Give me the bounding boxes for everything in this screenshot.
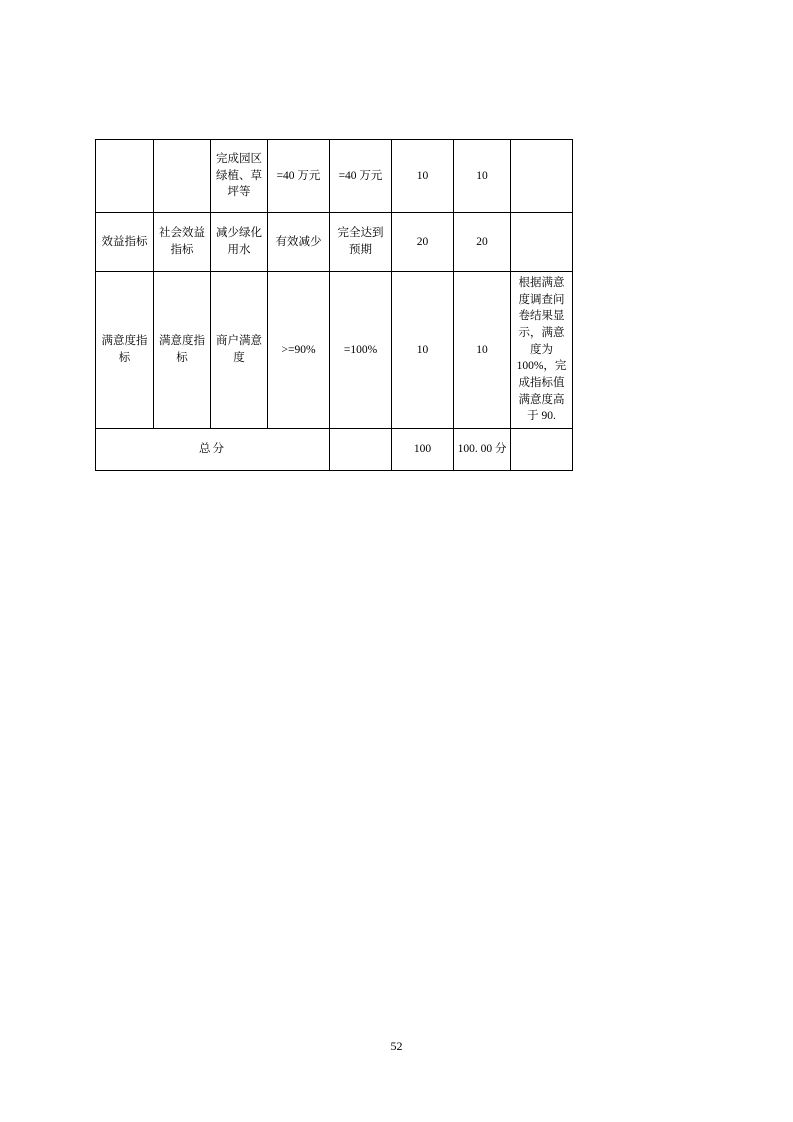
cell-weight: 20	[392, 213, 454, 272]
cell-actual: =100%	[330, 272, 392, 429]
cell-category: 效益指标	[96, 213, 154, 272]
cell-subcategory: 满意度指标	[154, 272, 211, 429]
cell-remark	[511, 140, 573, 213]
page-number: 52	[390, 1039, 403, 1053]
cell-score: 10	[454, 272, 511, 429]
cell-target: 有效减少	[268, 213, 330, 272]
cell-indicator: 减少绿化用水	[211, 213, 268, 272]
cell-target: >=90%	[268, 272, 330, 429]
total-remark	[511, 429, 573, 471]
total-empty-cell	[330, 429, 392, 471]
cell-weight: 10	[392, 272, 454, 429]
cell-score: 10	[454, 140, 511, 213]
cell-category: 满意度指标	[96, 272, 154, 429]
cell-subcategory: 社会效益指标	[154, 213, 211, 272]
total-weight: 100	[392, 429, 454, 471]
cell-indicator: 商户满意度	[211, 272, 268, 429]
cell-remark	[511, 213, 573, 272]
cell-weight: 10	[392, 140, 454, 213]
cell-subcategory	[154, 140, 211, 213]
cell-category	[96, 140, 154, 213]
cell-score: 20	[454, 213, 511, 272]
cell-remark: 根据满意度调查问卷结果显示，满意度为100%，完成指标值满意度高于 90.	[511, 272, 573, 429]
score-table-container	[95, 139, 698, 471]
cell-target: =40 万元	[268, 140, 330, 213]
cell-actual: 完全达到预期	[330, 213, 392, 272]
cell-actual: =40 万元	[330, 140, 392, 213]
table-row	[96, 272, 699, 429]
table-total-row	[96, 429, 699, 471]
cell-indicator: 完成园区绿植、草坪等	[211, 140, 268, 213]
total-score: 100. 00 分	[454, 429, 511, 471]
performance-score-table	[95, 139, 699, 471]
table-row	[96, 213, 699, 272]
total-label: 总分	[96, 429, 330, 471]
table-row	[96, 140, 699, 213]
